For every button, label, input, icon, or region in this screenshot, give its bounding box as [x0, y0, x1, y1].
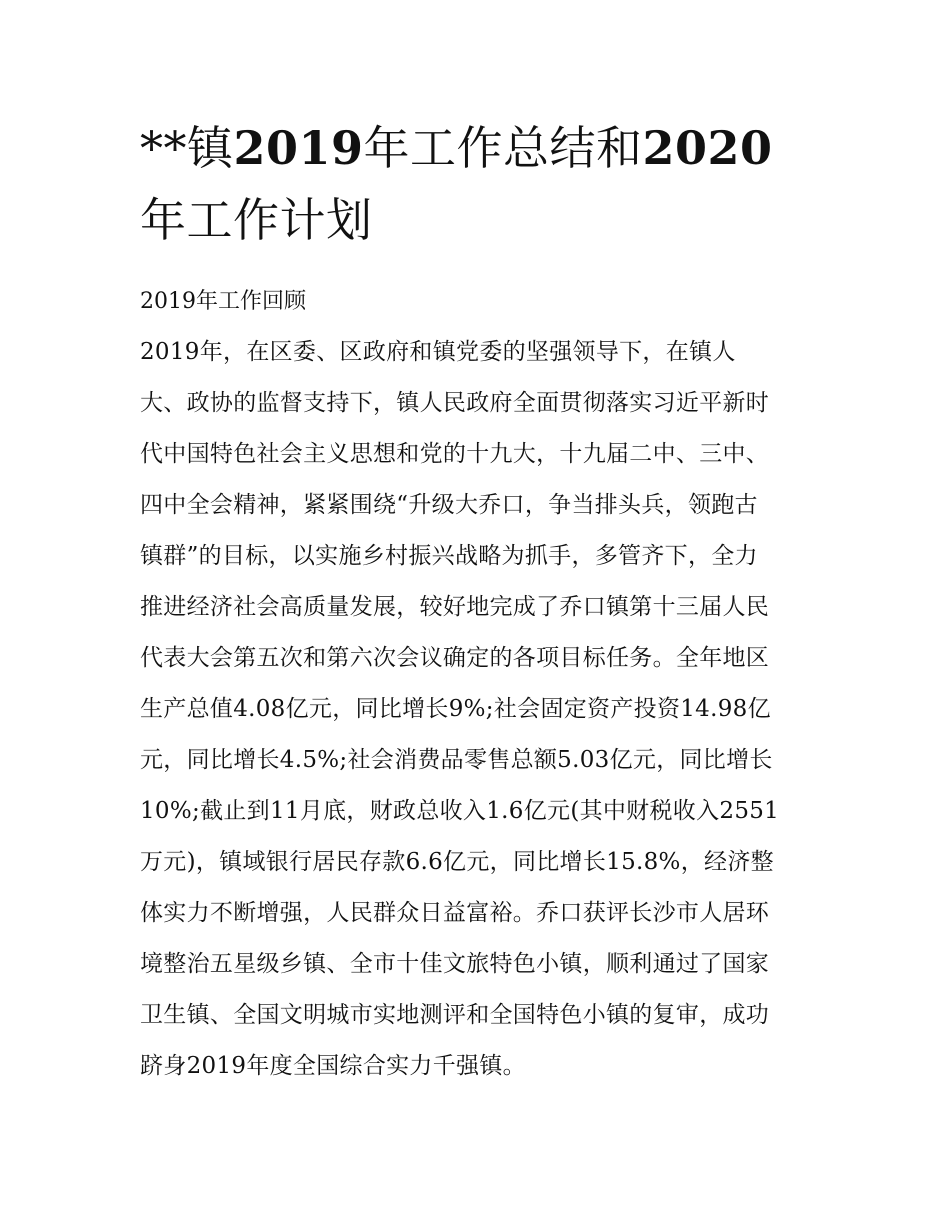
document-title — [140, 112, 812, 256]
paragraph-line: 元，同比增长4.5%;社会消费品零售总额5.03亿元，同比增长 — [140, 747, 773, 773]
paragraph-line: 2019年，在区委、区政府和镇党委的坚强领导下，在镇人 — [140, 339, 736, 365]
document-content — [140, 112, 812, 1092]
paragraph-line: 镇群”的目标，以实施乡村振兴战略为抓手，多管齐下，全力 — [140, 543, 758, 569]
paragraph-line: 代中国特色社会主义思想和党的十九大，十九届二中、三中、 — [140, 441, 770, 467]
section-heading: 2019年工作回顾 — [140, 289, 306, 314]
body-paragraph — [140, 327, 812, 1092]
paragraph-line: 四中全会精神，紧紧围绕“升级大乔口，争当排头兵，领跑古 — [140, 492, 758, 518]
title-year-2019: 2019 — [233, 121, 364, 175]
paragraph-line: 代表大会第五次和第六次会议确定的各项目标任务。全年地区 — [140, 645, 770, 671]
paragraph-line: 推进经济社会高质量发展，较好地完成了乔口镇第十三届人民 — [140, 594, 770, 620]
paragraph-line: 境整治五星级乡镇、全市十佳文旅特色小镇，顺利通过了国家 — [140, 951, 770, 977]
paragraph-line: 生产总值4.08亿元，同比增长9%;社会固定资产投资14.98亿 — [140, 696, 771, 722]
paragraph-line: 卫生镇、全国文明城市实地测评和全国特色小镇的复审，成功 — [140, 1002, 770, 1028]
title-year-2020: 2020 — [642, 121, 773, 175]
paragraph-line: 万元)，镇域银行居民存款6.6亿元，同比增长15.8%，经济整 — [140, 849, 774, 875]
title-line-2: 年工作计划 — [140, 193, 373, 247]
title-line-1 — [140, 112, 812, 184]
paragraph-line: 体实力不断增强，人民群众日益富裕。乔口获评长沙市人居环 — [140, 900, 770, 926]
paragraph-line: 跻身2019年度全国综合实力千强镇。 — [140, 1053, 526, 1079]
paragraph-line: 大、政协的监督支持下，镇人民政府全面贯彻落实习近平新时 — [140, 390, 770, 416]
title-middle: 年工作总结和 — [363, 121, 643, 175]
title-prefix: **镇 — [140, 121, 234, 175]
paragraph-line: 10%;截止到11月底，财政总收入1.6亿元(其中财税收入2551 — [140, 798, 780, 824]
